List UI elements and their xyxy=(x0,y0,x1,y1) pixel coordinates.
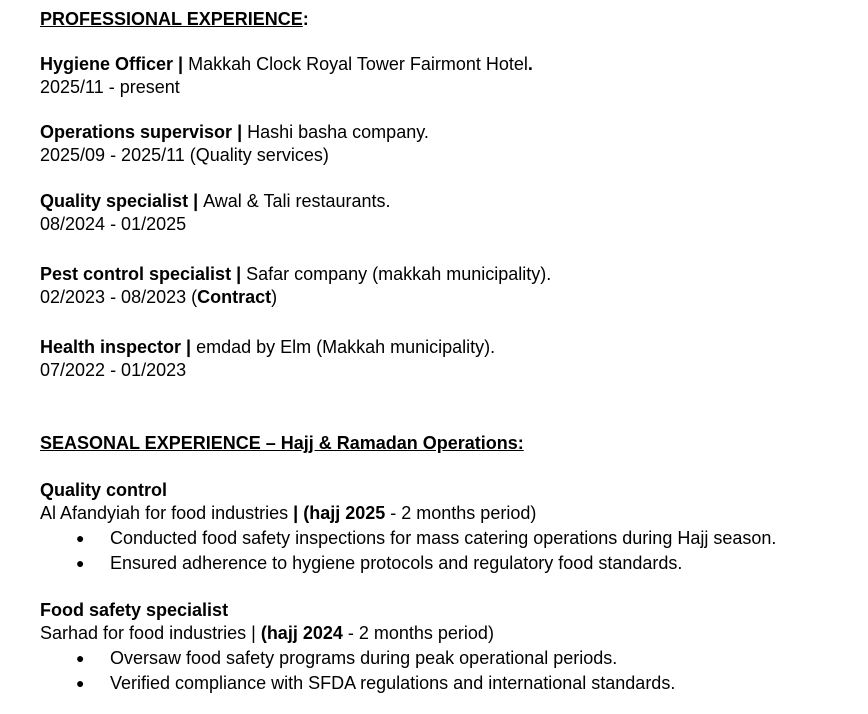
job-title: Pest control specialist xyxy=(40,264,232,284)
seasonal-org: Al Afandyiah for food industries xyxy=(40,503,294,523)
job-title-line xyxy=(40,336,495,359)
job-separator: | xyxy=(231,264,247,284)
seasonal-role-org-line xyxy=(40,502,776,525)
job-dates: 08/2024 - 01/2025 xyxy=(40,214,187,234)
professional-experience-heading xyxy=(40,8,309,31)
seasonal-role-org-line xyxy=(40,622,675,645)
job-entry-health-inspector xyxy=(40,336,495,382)
professional-heading-colon: : xyxy=(302,9,309,29)
job-title-line xyxy=(40,121,429,144)
job-dates: 2025/09 - 2025/11 (Quality services) xyxy=(40,145,329,165)
seasonal-bar: | xyxy=(293,503,299,523)
job-entry-hygiene-officer xyxy=(40,53,533,99)
job-dates-suffix: ) xyxy=(271,287,278,307)
list-item: ● Conducted food safety inspections for mass catering operations during Hajj season. xyxy=(40,527,776,550)
job-contract-label: Contract xyxy=(197,287,272,307)
seasonal-entry-food-safety-specialist xyxy=(40,599,675,695)
seasonal-period-rest: - 2 months period) xyxy=(385,503,537,523)
job-entry-pest-control-specialist xyxy=(40,263,551,309)
job-entry-quality-specialist xyxy=(40,190,391,236)
job-company: Safar company (makkah municipality). xyxy=(246,264,552,284)
job-title: Operations supervisor xyxy=(40,122,233,142)
job-separator: | xyxy=(181,337,197,357)
seasonal-experience-heading: SEASONAL EXPERIENCE – Hajj & Ramadan Operations: xyxy=(40,433,524,453)
job-title-line xyxy=(40,190,391,213)
seasonal-period-bold: hajj 2025 xyxy=(309,503,386,523)
job-company: Awal & Tali restaurants. xyxy=(203,191,391,211)
job-company: Makkah Clock Royal Tower Fairmont Hotel xyxy=(188,54,528,74)
list-item: ● Oversaw food safety programs during peak operational periods. xyxy=(40,647,675,670)
job-separator: | xyxy=(232,122,248,142)
seasonal-bullets xyxy=(0,647,675,695)
job-company: emdad by Elm (Makkah municipality). xyxy=(196,337,496,357)
job-dates-prefix: 02/2023 - 08/2023 ( xyxy=(40,287,198,307)
seasonal-paren-open: ( xyxy=(260,623,267,643)
list-item: ● Verified compliance with SFDA regulations and international standards. xyxy=(40,672,675,695)
job-separator: | xyxy=(173,54,189,74)
job-dates: 2025/11 - present xyxy=(40,77,180,97)
job-company: Hashi basha company. xyxy=(247,122,429,142)
job-title: Quality specialist xyxy=(40,191,189,211)
job-title: Hygiene Officer xyxy=(40,54,174,74)
seasonal-org: Sarhad for food industries | xyxy=(40,623,261,643)
seasonal-period-bold: hajj 2024 xyxy=(266,623,343,643)
seasonal-paren-open: ( xyxy=(298,503,310,523)
job-dates: 07/2022 - 01/2023 xyxy=(40,360,187,380)
job-title-line xyxy=(40,263,551,286)
job-entry-operations-supervisor xyxy=(40,121,429,167)
seasonal-role-title: Quality control xyxy=(40,480,168,500)
seasonal-role-title: Food safety specialist xyxy=(40,600,229,620)
professional-heading-text: PROFESSIONAL EXPERIENCE xyxy=(40,9,303,29)
seasonal-period-rest: - 2 months period) xyxy=(342,623,494,643)
seasonal-entry-quality-control xyxy=(40,479,776,575)
list-item: ● Ensured adherence to hygiene protocols and regulatory food standards. xyxy=(40,552,776,575)
job-company-end: . xyxy=(527,54,533,74)
job-dates xyxy=(40,286,551,309)
job-separator: | xyxy=(188,191,204,211)
job-title: Health inspector xyxy=(40,337,182,357)
job-title-line xyxy=(40,53,533,76)
seasonal-bullets xyxy=(0,527,776,575)
